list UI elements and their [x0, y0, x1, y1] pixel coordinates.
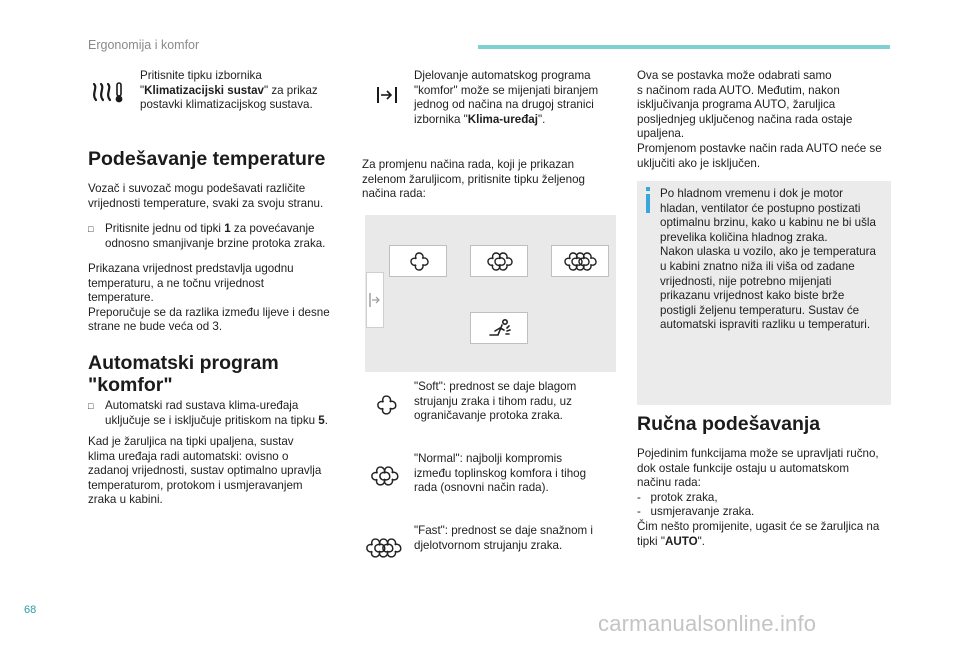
col1-intro-line-2: "Klimatizacijski sustav" za prikaz	[140, 83, 318, 97]
col3-paragraph-1: Ova se postavka može odabrati samo s načinom rada AUTO. Međutim, nakon isključivanja programa AUTO, žaruljica posljednjeg uključenog načina rada ostaje upaljena. Promjenom postavke način rada AUTO neće se uključiti ako je isključen.	[637, 69, 882, 170]
col2-intro: Djelovanje automatskog programa "komfor" može se mijenjati biranjem jednog od načina na drugoj stranici izbornika "Klima-uređaj".	[414, 69, 599, 126]
fan-soft-icon	[370, 390, 400, 420]
fan-fast-icon	[552, 246, 608, 276]
soft-mode-button[interactable]	[389, 245, 447, 277]
fan-normal-icon	[366, 461, 406, 491]
seat-air-button[interactable]	[470, 312, 528, 344]
auto-program-bullet: □ Automatski rad sustava klima-uređaja uključuje se i isključuje pritiskom na tipku 5.	[88, 399, 328, 427]
info-box-text: Po hladnom vremenu i dok je motor hladan, ventilator će postupno postizati optimalnu brzinu, kako u kabinu ne bi ušla prevelika količina hladnog zraka. Nakon ulaska u vozilo, ako je temperatura u kabini znatno niža ili viša od zadane vrijednosti, nije potrebno mijenjati prikazanu vrijednost kako biste brže postigli željenu temperaturu. Sustav će automatski ispraviti razliku u temperaturi.	[660, 187, 876, 332]
climate-menu-icon	[92, 80, 126, 104]
col1-intro-line-1: Pritisnite tipku izbornika	[140, 69, 262, 82]
bullet-mark: □	[88, 401, 94, 411]
fan-normal-icon	[471, 246, 527, 276]
col1-intro-line-3: postavki klimatizacijskog sustava.	[140, 98, 313, 112]
panel-side-tab[interactable]	[366, 272, 384, 328]
fan-fast-icon	[362, 533, 408, 563]
next-page-icon	[376, 84, 398, 106]
seat-air-icon	[471, 313, 527, 343]
temperature-paragraph-1: Vozač i suvozač mogu podešavati različite vrijednosti temperature, svaki za svoju stranu.	[88, 182, 324, 210]
col1-intro	[140, 69, 318, 113]
auto-program-heading: Automatski program "komfor"	[88, 352, 279, 396]
header-accent-bar	[478, 45, 890, 49]
bullet-mark: □	[88, 224, 94, 234]
fan-soft-icon	[390, 246, 446, 276]
mode-selection-panel	[365, 215, 616, 372]
manual-settings-heading: Ručna podešavanja	[637, 413, 821, 435]
fast-mode-description: "Fast": prednost se daje snažnom i djelotvornom strujanju zraka.	[414, 524, 594, 552]
normal-mode-description: "Normal": najbolji kompromis između toplinskog komfora i tihog rada (osnovni način rada).	[414, 452, 587, 495]
fast-mode-button[interactable]	[551, 245, 609, 277]
temperature-bullet: □ Pritisnite jednu od tipki 1 za povećavanje odnosno smanjivanje brzine protoka zraka.	[88, 222, 326, 250]
normal-mode-button[interactable]	[470, 245, 528, 277]
auto-program-paragraph: Kad je žaruljica na tipki upaljena, sustav klima uređaja radi automatski: ovisno o zadanoj vrijednosti, sustav optimalno upravlja temperaturom, protokom i usmjeravanjem zraka u kabini.	[88, 435, 322, 507]
mode-paragraph: Za promjenu načina rada, koji je prikazan zelenom žaruljicom, pritisnite tipku željenog načina rada:	[362, 158, 585, 201]
next-page-icon	[367, 273, 383, 327]
page-number: 68	[24, 604, 37, 616]
temperature-heading: Podešavanje temperature	[88, 148, 326, 170]
temperature-paragraph-2: Prikazana vrijednost predstavlja ugodnu temperaturu, a ne točnu vrijednost temperature. Preporučuje se da razlika između lijeve i desne strane ne bude veća od 3.	[88, 262, 330, 334]
soft-mode-description: "Soft": prednost se daje blagom strujanju zraka i tihom radu, uz ograničavanje protoka zraka.	[414, 380, 577, 423]
watermark[interactable]: carmanualsonline.info	[598, 611, 817, 636]
info-icon	[643, 186, 653, 216]
manual-settings-paragraph: Pojedinim funkcijama može se upravljati ručno, dok ostale funkcije ostaju u automatskom načinu rada: - protok zraka, - usmjeravanje zraka. Čim nešto promijenite, ugasit će se žaruljica na tipki "AUTO".	[637, 447, 880, 548]
section-header: Ergonomija i komfor	[88, 38, 200, 52]
